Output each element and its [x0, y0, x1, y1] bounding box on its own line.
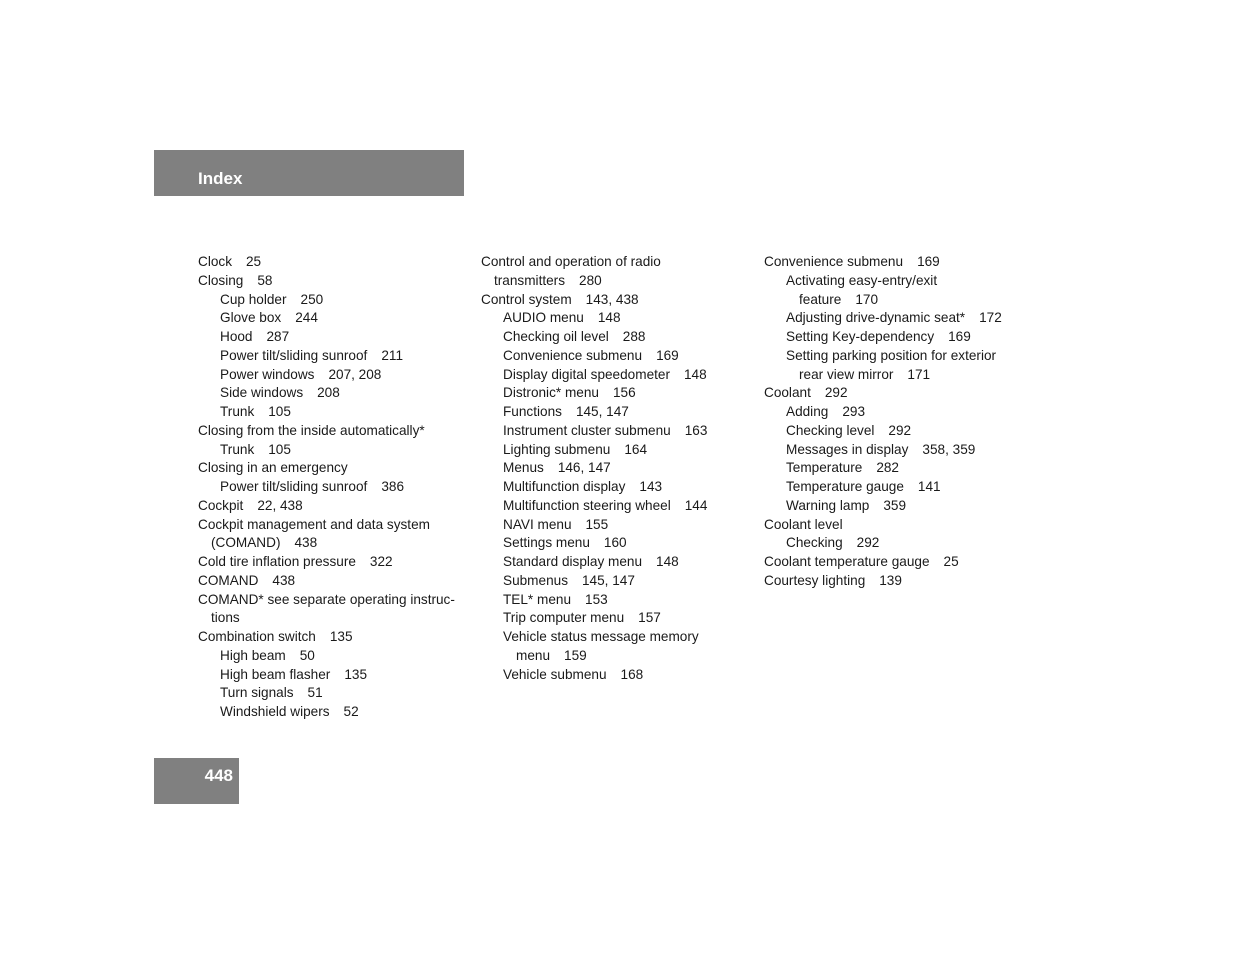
- entry-page-ref: 52: [343, 704, 359, 719]
- entry-term: Functions: [503, 404, 562, 419]
- entry-page-ref: 50: [299, 647, 315, 663]
- entry-term: Courtesy lighting: [764, 572, 866, 588]
- entry-term: Setting parking position for exterior: [786, 347, 997, 363]
- entry-page-ref: 322: [369, 554, 393, 569]
- entry-page-ref: 157: [638, 610, 661, 626]
- index-entry: [198, 422, 468, 441]
- index-subentry: [220, 684, 468, 703]
- index-entry: [198, 459, 468, 478]
- entry-term: Closing from the inside automatically*: [198, 422, 425, 438]
- entry-term: Lighting submenu: [503, 441, 611, 457]
- entry-page-ref: 160: [603, 535, 627, 551]
- entry-page-ref: 292: [856, 535, 880, 551]
- entry-page-ref: 58: [257, 272, 273, 288]
- entry-page-ref: 148: [684, 366, 707, 382]
- index-entry: [198, 516, 468, 554]
- index-subentry: [503, 328, 751, 347]
- entry-page-ref: 207, 208: [328, 366, 382, 382]
- entry-term: NAVI menu: [503, 516, 572, 532]
- entry-page-ref: 359: [883, 497, 907, 513]
- index-subentry: [503, 478, 751, 497]
- entry-term: Activating easy-entry/exit: [786, 272, 938, 288]
- entry-term: Checking level: [786, 422, 875, 438]
- entry-term: Settings menu: [503, 535, 590, 551]
- entry-page-ref: 22, 438: [257, 497, 303, 513]
- index-subentry: [786, 534, 1034, 553]
- entry-page-ref: 25: [943, 554, 959, 569]
- entry-term: Closing: [198, 272, 244, 288]
- entry-term: Trunk: [220, 441, 255, 457]
- entry-page-ref: 438: [272, 572, 296, 588]
- entry-term: High beam: [220, 647, 286, 663]
- entry-term: Clock: [198, 254, 232, 269]
- index-subentry: [220, 666, 468, 685]
- index-entry: [198, 497, 468, 516]
- page-number-box: [154, 758, 239, 804]
- entry-page-ref: 171: [907, 366, 931, 382]
- entry-term: Adding: [786, 404, 829, 419]
- entry-term: transmitters: [494, 272, 566, 288]
- entry-page-ref: 208: [317, 385, 340, 401]
- entry-page-ref: 168: [620, 666, 644, 682]
- entry-term: Cockpit management and data system: [198, 516, 430, 532]
- entry-page-ref: 135: [344, 666, 368, 682]
- entry-term: Vehicle status message memory: [503, 629, 699, 644]
- entry-page-ref: 25: [246, 254, 262, 269]
- index-subentry: [503, 666, 751, 685]
- entry-page-ref: 156: [612, 385, 636, 401]
- index-entry: [198, 628, 468, 647]
- entry-term: Instrument cluster submenu: [503, 422, 671, 438]
- entry-page-ref: 139: [879, 572, 902, 588]
- index-entry: [198, 572, 468, 591]
- entry-term: Combination switch: [198, 629, 316, 644]
- entry-term: Temperature: [786, 460, 863, 476]
- index-column-2: [481, 253, 751, 684]
- entry-term: Submenus: [503, 572, 568, 588]
- entry-term: Glove box: [220, 310, 282, 326]
- entry-page-ref: 250: [300, 291, 324, 307]
- entry-term: Warning lamp: [786, 497, 870, 513]
- entry-page-ref: 169: [917, 254, 940, 269]
- entry-page-ref: 438: [294, 535, 318, 551]
- entry-term: Trunk: [220, 404, 255, 419]
- index-entry: [198, 272, 468, 291]
- index-subentry: [503, 497, 751, 516]
- index-entry: [198, 553, 468, 572]
- entry-term: Checking oil level: [503, 329, 609, 344]
- index-subentry: [503, 366, 751, 385]
- index-entry: [764, 384, 1034, 403]
- index-subentry: [503, 441, 751, 460]
- index-subentry: [786, 478, 1034, 497]
- index-subentry: [786, 497, 1034, 516]
- entry-term: Cold tire inflation pressure: [198, 554, 356, 569]
- entry-page-ref: 135: [329, 629, 353, 644]
- entry-term: Trip computer menu: [503, 610, 625, 626]
- entry-page-ref: 211: [381, 347, 404, 363]
- index-subentry: [503, 459, 751, 478]
- entry-term: High beam flasher: [220, 666, 331, 682]
- entry-term: Coolant: [764, 385, 811, 401]
- index-entry: [764, 516, 1034, 535]
- index-subentry: [220, 703, 468, 722]
- entry-page-ref: 169: [948, 329, 971, 344]
- entry-term: Distronic* menu: [503, 385, 599, 401]
- entry-term: Temperature gauge: [786, 479, 904, 494]
- index-subentry: [503, 591, 751, 610]
- entry-term: Multifunction display: [503, 479, 626, 494]
- entry-term: Setting Key-dependency: [786, 329, 935, 344]
- entry-page-ref: 170: [855, 291, 879, 307]
- entry-page-ref: 143, 438: [585, 291, 639, 307]
- page-number: 448: [204, 766, 233, 785]
- index-entry: [764, 572, 1034, 591]
- index-subentry: [220, 478, 468, 497]
- entry-page-ref: 153: [585, 591, 608, 607]
- entry-term: COMAND: [198, 572, 259, 588]
- index-subentry: [786, 459, 1034, 478]
- index-entry: [198, 591, 468, 629]
- index-subentry: [786, 347, 1034, 385]
- index-subentry: [503, 384, 751, 403]
- entry-page-ref: 292: [888, 422, 912, 438]
- index-subentry: [503, 572, 751, 591]
- entry-page-ref: 144: [684, 497, 708, 513]
- entry-page-ref: 293: [842, 404, 866, 419]
- entry-term: Turn signals: [220, 685, 294, 701]
- index-subentry: [220, 309, 468, 328]
- index-entry: [198, 253, 468, 272]
- entry-term: Cockpit: [198, 497, 244, 513]
- entry-page-ref: 280: [579, 272, 602, 288]
- index-subentry: [220, 647, 468, 666]
- index-subentry: [220, 441, 468, 460]
- entry-term: Checking: [786, 535, 843, 551]
- entry-page-ref: 386: [381, 479, 405, 494]
- entry-term: Coolant temperature gauge: [764, 554, 930, 569]
- entry-term: Windshield wipers: [220, 704, 330, 719]
- index-subentry: [786, 403, 1034, 422]
- index-subentry: [503, 309, 751, 328]
- entry-term: Hood: [220, 329, 253, 344]
- entry-page-ref: 169: [656, 347, 679, 363]
- entry-page-ref: 282: [876, 460, 899, 476]
- index-column-1: [198, 253, 468, 722]
- entry-term: (COMAND): [211, 535, 281, 551]
- entry-page-ref: 244: [295, 310, 318, 326]
- entry-page-ref: 288: [622, 329, 646, 344]
- entry-page-ref: 146, 147: [557, 460, 611, 476]
- section-header-bar: [154, 150, 464, 196]
- entry-term: Closing in an emergency: [198, 460, 348, 476]
- index-subentry: [220, 347, 468, 366]
- entry-term: Power tilt/sliding sunroof: [220, 347, 368, 363]
- entry-term: COMAND* see separate operating instruc-: [198, 591, 455, 607]
- entry-page-ref: 148: [656, 554, 679, 569]
- index-subentry: [220, 384, 468, 403]
- entry-page-ref: 358, 359: [922, 441, 976, 457]
- index-subentry: [503, 422, 751, 441]
- index-column-3: [764, 253, 1034, 591]
- entry-page-ref: 164: [624, 441, 648, 457]
- entry-term: Coolant level: [764, 516, 843, 532]
- entry-term: Control and operation of radio: [481, 254, 661, 269]
- entry-term: TEL* menu: [503, 591, 572, 607]
- entry-term: menu: [516, 647, 551, 663]
- entry-term: Adjusting drive-dynamic seat*: [786, 310, 966, 326]
- entry-page-ref: 141: [917, 479, 941, 494]
- index-subentry: [503, 516, 751, 535]
- entry-term: Power windows: [220, 366, 315, 382]
- entry-page-ref: 143: [639, 479, 663, 494]
- entry-page-ref: 105: [268, 404, 291, 419]
- entry-term: feature: [799, 291, 842, 307]
- index-entry: [764, 253, 1034, 272]
- entry-term: AUDIO menu: [503, 310, 584, 326]
- entry-page-ref: 163: [684, 422, 708, 438]
- entry-term: Standard display menu: [503, 554, 643, 569]
- entry-page-ref: 159: [564, 647, 587, 663]
- entry-term: Control system: [481, 291, 572, 307]
- entry-page-ref: 155: [585, 516, 609, 532]
- index-subentry: [786, 272, 1034, 310]
- index-subentry: [503, 534, 751, 553]
- index-subentry: [786, 328, 1034, 347]
- entry-term: Convenience submenu: [764, 254, 904, 269]
- section-title: Index: [198, 169, 243, 188]
- entry-page-ref: 105: [268, 441, 291, 457]
- index-entry: [481, 253, 751, 291]
- entry-term: Cup holder: [220, 291, 287, 307]
- index-subentry: [786, 422, 1034, 441]
- entry-term: Side windows: [220, 385, 304, 401]
- index-subentry: [503, 403, 751, 422]
- index-subentry: [503, 347, 751, 366]
- index-entry: [481, 291, 751, 310]
- entry-page-ref: 287: [266, 329, 290, 344]
- index-subentry: [220, 403, 468, 422]
- index-subentry: [220, 291, 468, 310]
- entry-term: Convenience submenu: [503, 347, 643, 363]
- entry-term: Messages in display: [786, 441, 909, 457]
- entry-term: Power tilt/sliding sunroof: [220, 479, 368, 494]
- index-subentry: [220, 366, 468, 385]
- index-subentry: [503, 609, 751, 628]
- entry-term: rear view mirror: [799, 366, 894, 382]
- entry-page-ref: 148: [597, 310, 621, 326]
- index-subentry: [786, 441, 1034, 460]
- entry-page-ref: 172: [979, 310, 1002, 326]
- entry-term: Menus: [503, 460, 544, 476]
- entry-term: Vehicle submenu: [503, 666, 607, 682]
- entry-term: Display digital speedometer: [503, 366, 670, 382]
- index-subentry: [503, 628, 751, 666]
- index-entry: [764, 553, 1034, 572]
- entry-page-ref: 292: [824, 385, 848, 401]
- entry-page-ref: 145, 147: [575, 404, 629, 419]
- entry-term: tions: [211, 610, 240, 626]
- index-subentry: [220, 328, 468, 347]
- index-subentry: [786, 309, 1034, 328]
- index-subentry: [503, 553, 751, 572]
- entry-term: Multifunction steering wheel: [503, 497, 671, 513]
- entry-page-ref: 51: [307, 685, 323, 701]
- entry-page-ref: 145, 147: [582, 572, 635, 588]
